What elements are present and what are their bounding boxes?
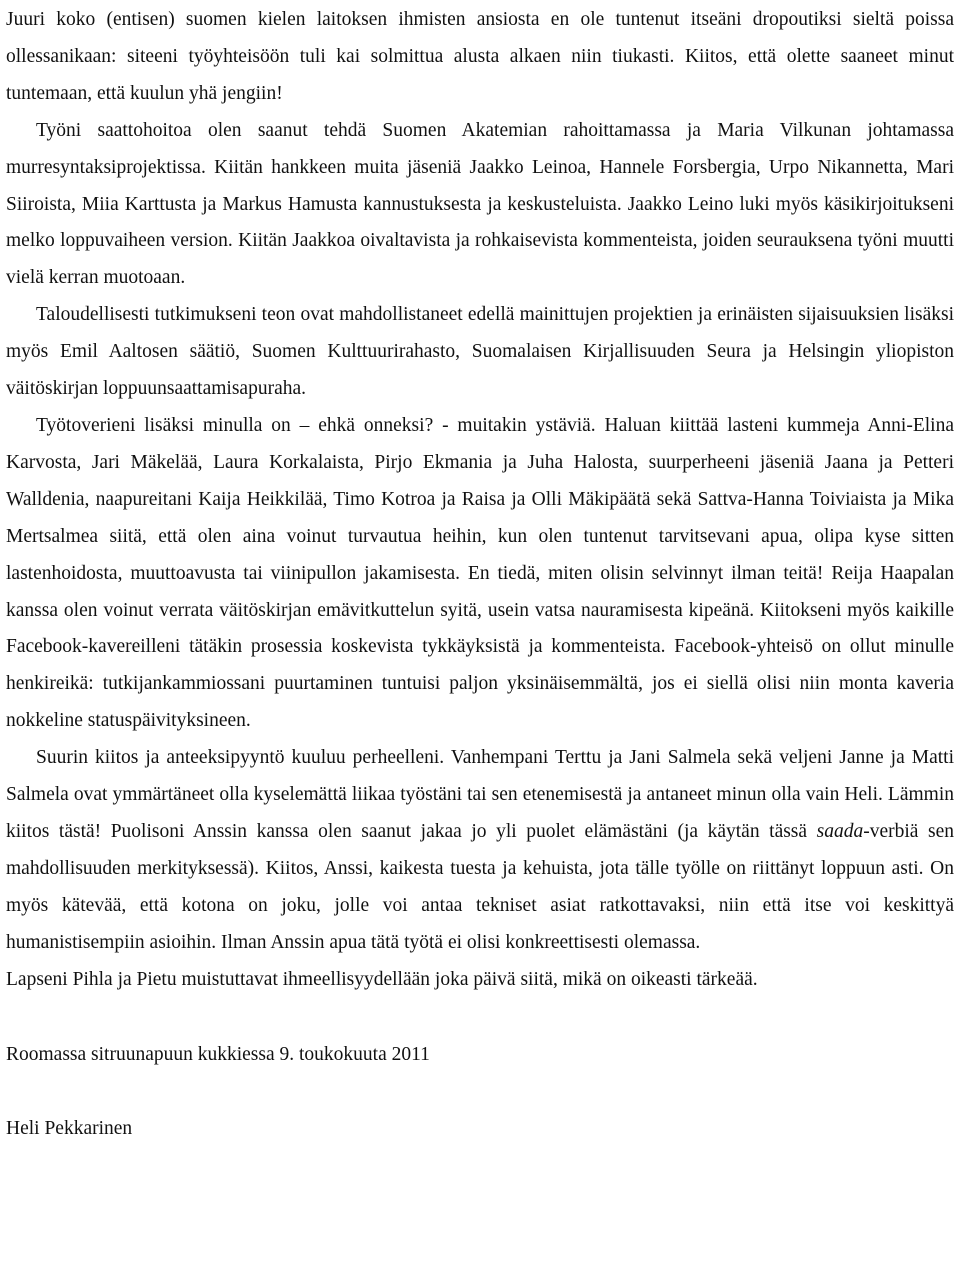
family-text-start: Suurin kiitos ja anteeksipyyntö kuuluu perheelleni. Vanhempani Terttu ja Jani Salmela sekä veljeni Janne ja Matti Salmela ovat ymmärtäneet olla kyselemättä liikaa työstäni tai sen etenemisestä ja antaneet minun olla vain Heli. Lämmin kiitos tästä! Puolisoni Anssin kanssa olen saanut jakaa jo yli puolet elämästäni (ja käytän tässä	[6, 747, 954, 842]
paragraph-department: Juuri koko (entisen) suomen kielen laitoksen ihmisten ansiosta en ole tuntenut itseäni dropoutiksi sieltä poissa ollessanikaan: siteeni työyhteisöön tuli kai solmittua alusta alkaen niin tiukasti. Kiitos, että olette saaneet minut tuntemaan, että kuulun yhä jengiin!	[6, 9, 954, 104]
paragraph-friends: Työtoverieni lisäksi minulla on – ehkä onneksi? - muitakin ystäviä. Haluan kiittää lasteni kummeja Anni-Elina Karvosta, Jari Mäkelää, Laura Korkalaista, Pirjo Ekmania ja Juha Halosta, suurperheeni jäseniä Jaana ja Petteri Walldenia, naapureitani Kaija Heikkilää, Timo Kotroa ja Raisa ja Olli Mäkipäätä sekä Sattva-Hanna Toiviaista ja Mika Mertsalmea siitä, että olen aina voinut turvautua heihin, kun olen tuntenut tarvitsevani apua, olipa kyse sitten lastenhoidosta, muuttoavusta tai viinipullon jakamisesta. En tiedä, miten olisin selvinnyt ilman teitä! Reija Haapalan kanssa olen voinut verrata väitöskirjan emävitkuttelun syitä, usein vatsa nauramisesta kipeänä. Kiitokseni myös kaikille Facebook-kavereilleni tätäkin prosessia koskevista tykkäyksistä ja kommenteista. Facebook-yhteisö on ollut minulle henkireikä: tutkijankammiossani puurtaminen tuntuisi paljon yksinäisemmältä, jos ei siellä olisi niin monta kaveria nokkeline statuspäivityksineen.	[6, 414, 954, 732]
place-date: Roomassa sitruunapuun kukkiessa 9. toukokuuta 2011	[6, 1044, 430, 1066]
paragraph-funding: Taloudellisesti tutkimukseni teon ovat mahdollistaneet edellä mainittujen projektien ja erinäisten sijaisuuksien lisäksi myös Emil Aaltosen säätiö, Suomen Kulttuurirahasto, Suomalaisen Kirjallisuuden Seura ja Helsingin yliopiston väitöskirjan loppuunsaattamisapuraha.	[6, 304, 954, 400]
paragraph-children: Lapseni Pihla ja Pietu muistuttavat ihmeellisyydellään joka päivä siitä, mikä on oikeasti tärkeää.	[6, 968, 758, 990]
paragraph-family	[6, 740, 954, 961]
signature: Heli Pekkarinen	[6, 1118, 133, 1140]
family-text-end: -verbiä sen mahdollisuuden merkityksessä). Kiitos, Anssi, kaikesta tuesta ja kehuista, jota tälle työlle on riittänyt loppuun asti. On myös kätevää, että kotona on joku, jolle voi antaa tekniset asiat ratkottavaksi, niin että itse voi keskittyä humanistisempiin asioihin. Ilman Anssin apua tätä työtä ei olisi konkreettisesti olemassa.	[6, 820, 954, 953]
italic-word: saada	[816, 820, 864, 842]
paragraph-project: Työni saattohoitoa olen saanut tehdä Suomen Akatemian rahoittamassa ja Maria Vilkunan johtamassa murresyntaksiprojektissa. Kiitän hankkeen muita jäseniä Jaakko Leinoa, Hannele Forsbergia, Urpo Nikannetta, Mari Siiroista, Miia Karttusta ja Markus Hamusta kannustuksesta ja keskusteluista. Jaakko Leino luki myös käsikirjoitukseni melko loppuvaiheen version. Kiitän Jaakkoa oivaltavista ja rohkaisevista kommenteista, joiden seurauksena työni muutti vielä kerran muotoaan.	[6, 119, 954, 289]
